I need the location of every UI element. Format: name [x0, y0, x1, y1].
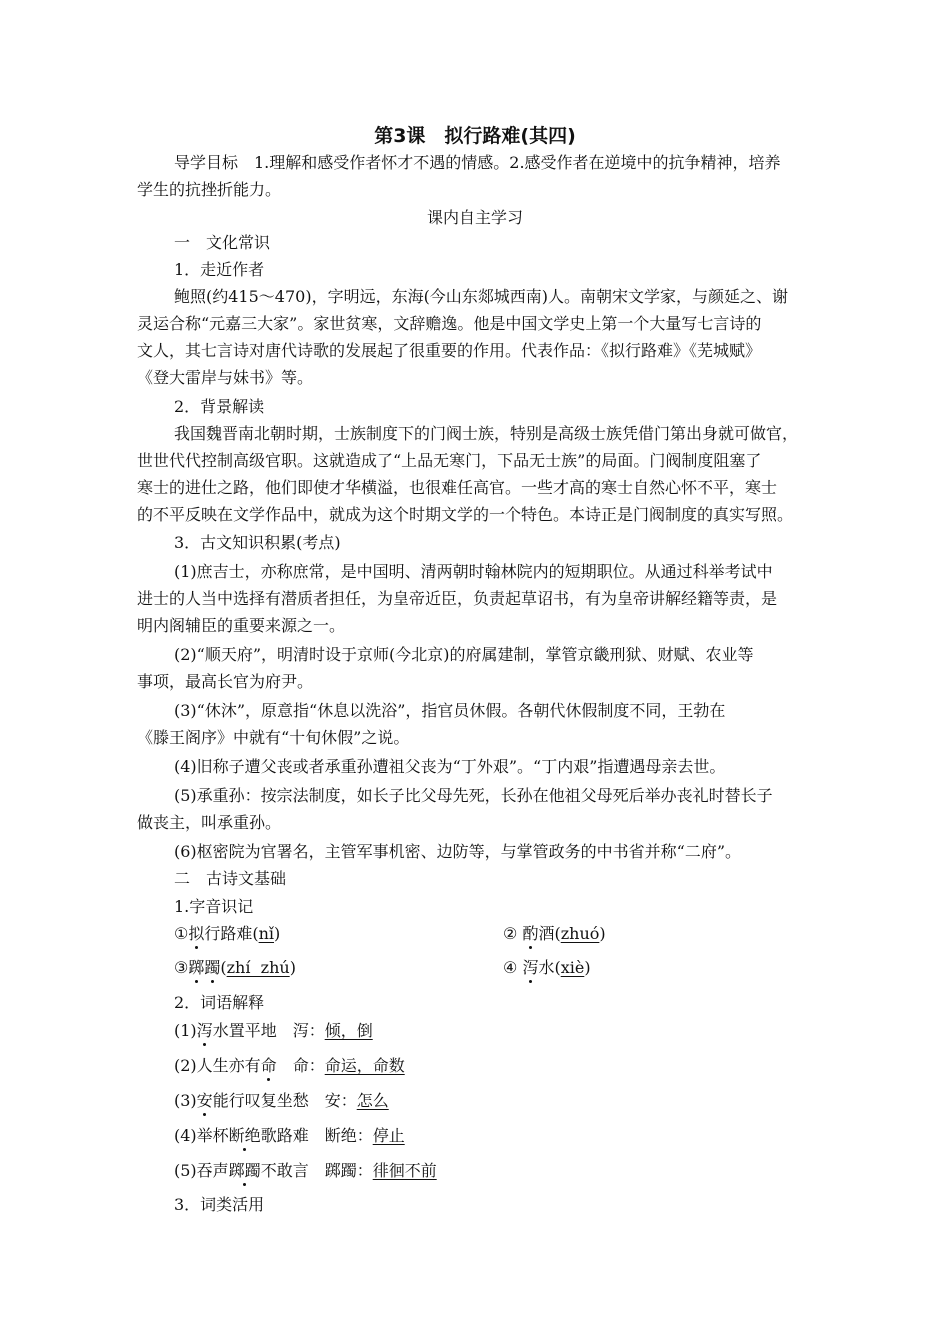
author-paragraph-line: 文人，其七言诗对唐代诗歌的发展起了很重要的作用。代表作品：《拟行路难》《芜城赋》	[137, 341, 762, 360]
pinyin-answer: xiè	[560, 958, 585, 977]
dotted-char: 踯	[188, 958, 205, 977]
pronunciation-item-2: ② 酌酒(zhuó)	[503, 924, 606, 943]
answer: 徘徊不前	[372, 1161, 437, 1180]
knowledge-5-line: 做丧主，叫承重孙。	[137, 813, 282, 832]
dotted-char: 踯躅	[228, 1161, 261, 1180]
knowledge-4-line: (4)旧称子遭父丧或者承重孙遭祖父丧为“丁外艰”。“丁内艰”指遭遇母亲去世。	[174, 757, 726, 776]
knowledge-2-line: 事项，最高长官为府尹。	[137, 672, 314, 691]
word-item: (1)泻水置平地 泻：倾，倒	[174, 1021, 373, 1040]
dotted-char: 泻	[522, 958, 539, 977]
pinyin-answer: zhuó	[560, 924, 600, 943]
author-paragraph-line: 《登大雷岸与妹书》等。	[137, 368, 314, 387]
study-goal-line-1: 导学目标 1.理解和感受作者怀才不遇的情感。2.感受作者在逆境中的抗争精神，培养	[174, 153, 781, 172]
section-2-heading: 二 古诗文基础	[174, 869, 287, 888]
dotted-char: 安	[196, 1091, 213, 1110]
subsection-background: 2．背景解读	[174, 397, 265, 416]
author-paragraph-line: 灵运合称“元嘉三大家”。家世贫寒，文辞赡逸。他是中国文学史上第一个大量写七言诗的	[137, 314, 762, 333]
pronunciation-item-4: ④ 泻水(xiè)	[503, 958, 591, 977]
subsection-word-class: 3．词类活用	[174, 1195, 265, 1214]
subsection-word-explanation: 2．词语解释	[174, 993, 265, 1012]
answer: 命运，命数	[324, 1056, 405, 1075]
answer: 停止	[372, 1126, 405, 1145]
dotted-char: 断绝	[228, 1126, 261, 1145]
subsection-pronunciation: 1.字音识记	[174, 897, 254, 916]
pinyin-answer: nǐ	[258, 924, 275, 943]
word-item: (5)吞声踯躅不敢言 踯躅：徘徊不前	[174, 1161, 437, 1180]
background-paragraph-line: 世世代代控制高级官职。这就造成了“上品无寒门，下品无士族”的局面。门阀制度阻塞了	[137, 451, 762, 470]
study-goal-line-2: 学生的抗挫折能力。	[137, 180, 282, 199]
author-paragraph-line: 鲍照(约415～470)，字明远，东海(今山东郯城西南)人。南朝宋文学家，与颜延之、谢	[174, 287, 789, 306]
word-item: (2)人生亦有命 命：命运，命数	[174, 1056, 405, 1075]
background-paragraph-line: 我国魏晋南北朝时期，士族制度下的门阀士族，特别是高级士族凭借门第出身就可做官，	[174, 424, 799, 443]
subsection-knowledge: 3．古文知识积累(考点)	[174, 533, 341, 552]
dotted-char: 酌	[522, 924, 539, 943]
dotted-char: 躅	[204, 958, 221, 977]
knowledge-3-line: 《滕王阁序》中就有“十旬休假”之说。	[137, 728, 410, 747]
section-heading-center: 课内自主学习	[426, 208, 523, 227]
subsection-author: 1．走近作者	[174, 260, 265, 279]
pronunciation-item-1: ①拟行路难(nǐ)	[174, 924, 281, 943]
dotted-char: 命	[260, 1056, 277, 1075]
knowledge-3-line: (3)“休沐”，原意指“休息以洗浴”，指官员休假。各朝代休假制度不同，王勃在	[174, 701, 726, 720]
answer: 倾，倒	[324, 1021, 373, 1040]
background-paragraph-line: 的不平反映在文学作品中，就成为这个时期文学的一个特色。本诗正是门阀制度的真实写照。	[137, 505, 794, 524]
background-paragraph-line: 寒士的进仕之路，他们即使才华横溢，也很难任高官。一些才高的寒士自然心怀不平，寒士	[137, 478, 778, 497]
knowledge-6-line: (6)枢密院为官署名，主管军事机密、边防等，与掌管政务的中书省并称“二府”。	[174, 842, 742, 861]
dotted-char: 拟	[188, 924, 205, 943]
knowledge-5-line: (5)承重孙：按宗法制度，如长子比父母先死，长孙在他祖父母死后举办丧礼时替长子	[174, 786, 773, 805]
dotted-char: 泻	[196, 1021, 213, 1040]
knowledge-1-line: (1)庶吉士，亦称庶常，是中国明、清两朝时翰林院内的短期职位。从通过科举考试中	[174, 562, 773, 581]
knowledge-1-line: 明内阁辅臣的重要来源之一。	[137, 616, 346, 635]
answer: 怎么	[356, 1091, 389, 1110]
pinyin-answer: zhí zhú	[226, 958, 290, 977]
word-item: (3)安能行叹复坐愁 安：怎么	[174, 1091, 389, 1110]
word-item: (4)举杯断绝歌路难 断绝：停止	[174, 1126, 405, 1145]
lesson-title: 第3课 拟行路难(其四)	[374, 125, 576, 147]
section-1-heading: 一 文化常识	[174, 233, 271, 252]
knowledge-2-line: (2)“顺天府”，明清时设于京师(今北京)的府属建制，掌管京畿刑狱、财赋、农业等	[174, 645, 754, 664]
knowledge-1-line: 进士的人当中选择有潜质者担任，为皇帝近臣，负责起草诏书，有为皇帝讲解经籍等责，是	[137, 589, 778, 608]
pronunciation-item-3: ③踯躅(zhí zhú)	[174, 958, 296, 977]
